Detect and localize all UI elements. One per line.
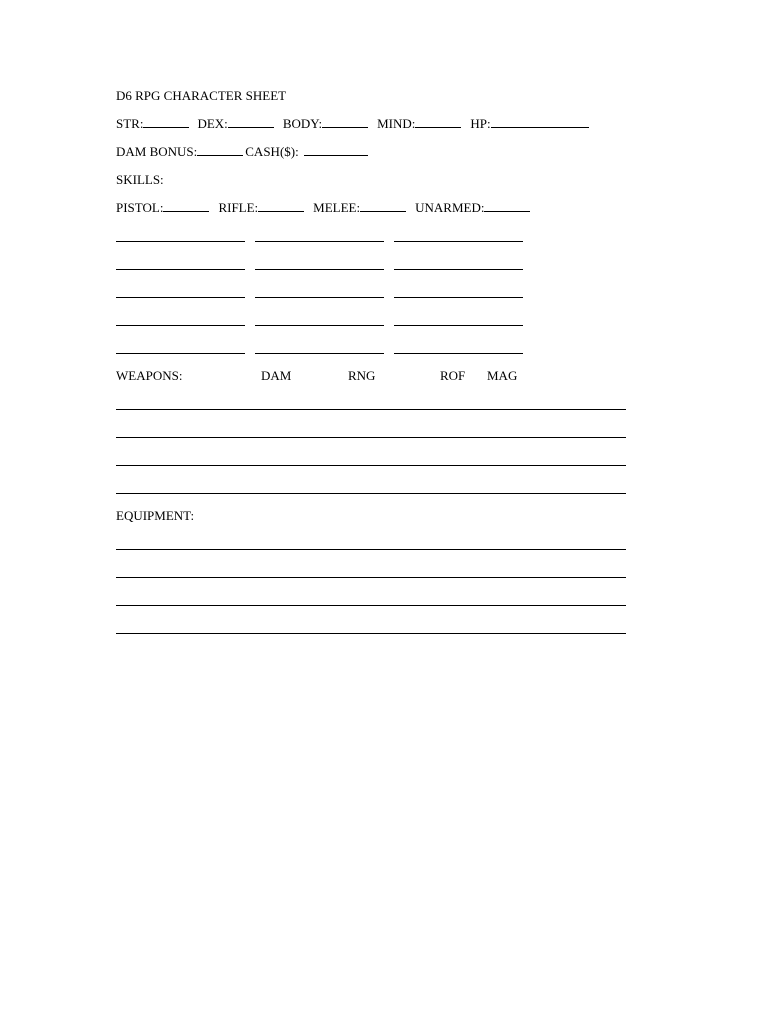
- dex-field[interactable]: [228, 116, 274, 128]
- melee-field[interactable]: [360, 200, 406, 212]
- weapon-line[interactable]: [116, 437, 626, 438]
- weapon-line[interactable]: [116, 493, 626, 494]
- weapon-line[interactable]: [116, 409, 626, 410]
- equipment-line[interactable]: [116, 577, 626, 578]
- skill-blank-line[interactable]: [116, 325, 245, 326]
- skill-blank-line[interactable]: [116, 353, 245, 354]
- equipment-line[interactable]: [116, 549, 626, 550]
- skill-blank-line[interactable]: [394, 353, 523, 354]
- skill-blank-line[interactable]: [394, 297, 523, 298]
- skill-blank-line[interactable]: [394, 325, 523, 326]
- skill-blank-line[interactable]: [116, 297, 245, 298]
- rifle-field[interactable]: [258, 200, 304, 212]
- cash-label: CASH($):: [245, 144, 299, 159]
- stats-row: [116, 116, 589, 131]
- weapons-col-mag: MAG: [487, 368, 518, 383]
- skill-blank-line[interactable]: [116, 241, 245, 242]
- melee-label: MELEE:: [313, 200, 361, 215]
- str-label: STR:: [116, 116, 144, 131]
- combat-row: [116, 144, 368, 159]
- weapons-col-rng: RNG: [348, 368, 376, 383]
- skill-blank-line[interactable]: [394, 241, 523, 242]
- mind-field[interactable]: [415, 116, 461, 128]
- skill-blank-line[interactable]: [255, 269, 384, 270]
- skill-blank-line[interactable]: [255, 297, 384, 298]
- dam-bonus-label: DAM BONUS:: [116, 144, 198, 159]
- skill-blank-line[interactable]: [255, 353, 384, 354]
- skill-blank-line[interactable]: [255, 325, 384, 326]
- rifle-label: RIFLE:: [218, 200, 259, 215]
- weapons-col-rof: ROF: [440, 368, 466, 383]
- equipment-heading: EQUIPMENT:: [116, 508, 195, 523]
- weapon-line[interactable]: [116, 465, 626, 466]
- unarmed-field[interactable]: [484, 200, 530, 212]
- body-label: BODY:: [282, 116, 323, 131]
- hp-field[interactable]: [491, 116, 589, 128]
- pistol-label: PISTOL:: [116, 200, 164, 215]
- pistol-field[interactable]: [163, 200, 209, 212]
- mind-label: MIND:: [377, 116, 416, 131]
- skill-blank-line[interactable]: [255, 241, 384, 242]
- weapons-col-dam: DAM: [261, 368, 292, 383]
- sheet-title: D6 RPG CHARACTER SHEET: [116, 88, 287, 103]
- skills-heading: SKILLS:: [116, 172, 164, 187]
- skills-row: [116, 200, 530, 215]
- equipment-line[interactable]: [116, 633, 626, 634]
- cash-field[interactable]: [304, 144, 368, 156]
- skill-blank-line[interactable]: [116, 269, 245, 270]
- dex-label: DEX:: [197, 116, 228, 131]
- weapons-heading: WEAPONS:: [116, 368, 183, 383]
- skill-blank-line[interactable]: [394, 269, 523, 270]
- unarmed-label: UNARMED:: [415, 200, 485, 215]
- str-field[interactable]: [143, 116, 189, 128]
- equipment-line[interactable]: [116, 605, 626, 606]
- dam-bonus-field[interactable]: [197, 144, 243, 156]
- body-field[interactable]: [322, 116, 368, 128]
- hp-label: HP:: [470, 116, 491, 131]
